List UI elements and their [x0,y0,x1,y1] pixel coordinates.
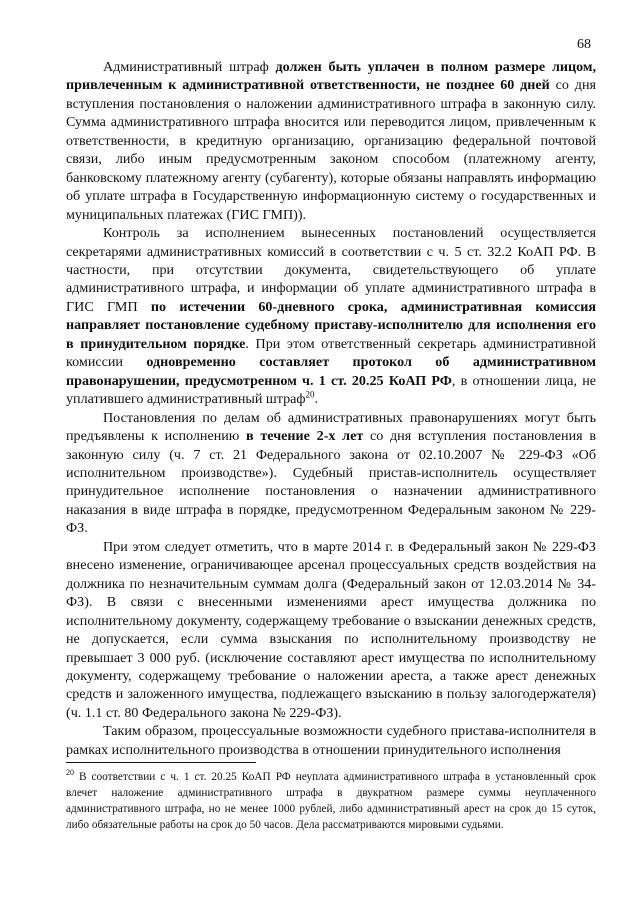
bold-run: одновременно составляет протокол об административном правонарушении, предусмотренном ч. 1 ст. 20.25 КоАП РФ [66,354,596,389]
text-run: со дня вступления постановления о наложении административного штрафа в законную силу. Сумма административного штрафа вносится или переводится лицом, привлеченным к ответственности, в кредитную организацию, организацию федеральной почтовой связи, либо иным предусмотренным законом способом (платежному агенту, банковскому платежному агенту (субагенту), которые обязаны направлять информацию об уплате штрафа в Государственную информационную систему о государственных и муниципальных платежах (ГИС ГМП)). [66,77,596,223]
text-run: Контроль за исполнением вынесенных постановлений осуществляется секретарями административных комиссий в соответствии с ч. 5 ст. 32.2 КоАП РФ. В частности, при отсутствии документа, свидетельствующего об уплате административного штрафа, и информации об уплате административного штрафа в ГИС ГМП [66,225,596,315]
footnote-reference[interactable]: 20 [305,389,315,400]
page-number: 68 [577,37,591,52]
paragraph-control [66,224,596,409]
text-run: Таким образом, процессуальные возможности судебного пристава-исполнителя в рамках исполнительного производства в отношении принудительного исполнения [66,723,596,758]
text-run: . [314,391,319,408]
footnote-divider [66,762,256,763]
text-run: , в отношении лица, не уплатившего административный штраф [66,372,596,408]
footnote [66,770,596,834]
paragraph-payment-deadline [66,58,596,224]
paragraph-law-amendment [66,538,596,723]
footnote-text [66,770,596,834]
paragraph-enforcement-period [66,409,596,538]
text-run: . При этом ответственный секретарь административной комиссии [66,335,596,371]
bold-run: должен быть уплачен в полном размере лицом, привлеченным к административной ответственности, не позднее 60 дней [66,59,596,94]
bold-run: в течение 2-х лет [246,428,364,445]
body-text [66,58,596,759]
bold-run: по истечении 60-дневного срока, административная комиссия направляет постановление судебному приставу-исполнителю для исполнения его в принудительном порядке [66,298,597,352]
text-run: Постановления по делам об административных правонарушениях могут быть предъявлены к исполнению [66,409,596,445]
paragraph-conclusion [66,722,596,759]
footnote-number: 20 [66,768,74,778]
footnote-body: В соответствии с ч. 1 ст. 20.25 КоАП РФ неуплата административного штрафа в установленный срок влечет наложение административного штрафа в двукратном размере суммы неуплаченного административного штрафа, но не менее 1000 рублей, либо административный арест на срок до 15 суток, либо обязательные работы на срок до 50 часов. Дела рассматриваются мировыми судьями. [66,771,596,831]
text-run: Административный штраф [103,59,276,75]
text-run: При этом следует отметить, что в марте 2014 г. в Федеральный закон № 229-ФЗ внесено изменение, ограничивающее арсенал процессуальных средств воздействия на должника по незначительным суммам долга (Федеральный закон от 12.03.2014 № 34-ФЗ). В связи с внесенными изменениями арест имущества должника по исполнительному документу, содержащему требование о взыскании денежных средств, не допускается, если сумма взыскания по исполнительному производству не превышает 3 000 руб. (исключение составляют арест имущества по исполнительному документу, содержащему требование о наложении ареста, а также арест денежных средств и заложенного имущества, подлежащего взысканию в пользу залогодержателя) (ч. 1.1 ст. 80 Федерального закона № 229-ФЗ). [66,538,596,721]
text-run: со дня вступления постановления в законную силу (ч. 7 ст. 21 Федерального закона от 02.10.2007 № 229-ФЗ «Об исполнительном производстве»). Судебный пристав-исполнитель осуществляет принудительное исполнение постановления о назначении административного наказания в виде штрафа в порядке, предусмотренном Федеральным законом № 229-ФЗ. [66,428,596,537]
